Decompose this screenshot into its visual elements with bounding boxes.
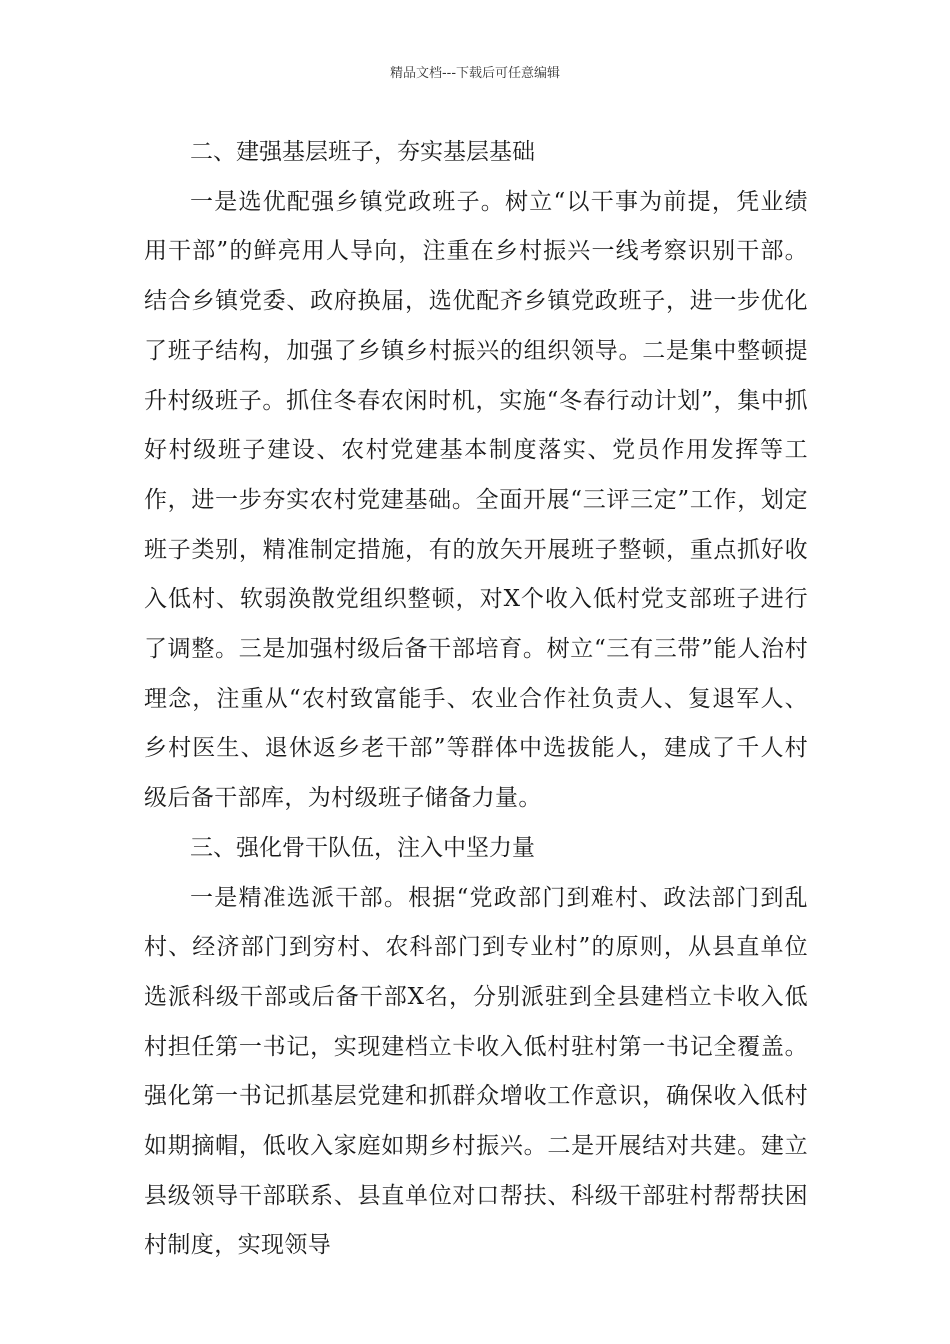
section-3-paragraph: 一是精准选派干部。根据“党政部门到难村、政法部门到乱村、经济部门到穷村、农科部门到专业村”的原则，从县直单位选派科级干部或后备干部X名，分别派驻到全县建档立卡收入低村担任第一书记，实现建档立卡收入低村驻村第一书记全覆盖。强化第一书记抓基层党建和抓群众增收工作意识，确保收入低村如期摘帽，低收入家庭如期乡村振兴。二是开展结对共建。建立县级领导干部联系、县直单位对口帮扶、科级干部驻村帮帮扶困村制度，实现领导 — [144, 884, 808, 1259]
document-body — [144, 128, 808, 1271]
page-header: 精品文档---下载后可任意编辑 — [389, 66, 561, 81]
section-2-paragraph: 一是选优配强乡镇党政班子。树立“以干事为前提，凭业绩用干部”的鲜亮用人导向，注重在乡村振兴一线考察识别干部。结合乡镇党委、政府换届，选优配齐乡镇党政班子，进一步优化了班子结构，加强了乡镇乡村振兴的组织领导。二是集中整顿提升村级班子。抓住冬春农闲时机，实施“冬春行动计划”，集中抓好村级班子建设、农村党建基本制度落实、党员作用发挥等工作，进一步夯实农村党建基础。全面开展“三评三定”工作，划定班子类别，精准制定措施，有的放矢开展班子整顿，重点抓好收入低村、软弱涣散党组织整顿，对X个收入低村党支部班子进行了调整。三是加强村级后备干部培育。树立“三有三带”能人治村理念，注重从“农村致富能手、农业合作社负责人、复退军人、乡村医生、退休返乡老干部”等群体中选拔能人，建成了千人村级后备干部库，为村级班子储备力量。 — [144, 188, 808, 812]
section-heading-2: 二、建强基层班子，夯实基层基础 — [190, 139, 535, 165]
section-heading-3: 三、强化骨干队伍，注入中坚力量 — [190, 834, 535, 861]
